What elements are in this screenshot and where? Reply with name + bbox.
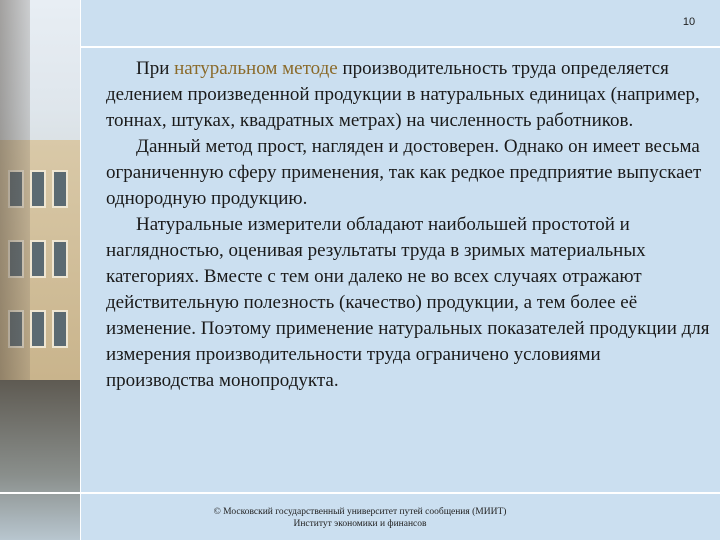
window bbox=[30, 310, 46, 348]
top-divider bbox=[80, 46, 720, 48]
vertical-divider bbox=[80, 0, 81, 540]
footer-copyright: © Московский государственный университет путей сообщения (МИИТ) bbox=[213, 507, 507, 517]
window bbox=[52, 240, 68, 278]
footer bbox=[190, 506, 530, 530]
footer-institute: Институт экономики и финансов bbox=[293, 519, 427, 529]
paragraph-2: Данный метод прост, нагляден и достоверен. Однако он имеет весьма ограниченную сферу применения, так как редкое предприятие выпускает однородную продукцию. bbox=[106, 136, 702, 209]
page-number: 10 bbox=[682, 16, 696, 28]
window bbox=[30, 170, 46, 208]
tree-branches bbox=[0, 0, 30, 400]
paragraph-1-start: При bbox=[136, 58, 175, 79]
paragraph-1 bbox=[106, 56, 710, 134]
slide-body-text bbox=[106, 56, 710, 394]
window bbox=[52, 170, 68, 208]
window bbox=[30, 240, 46, 278]
bottom-divider bbox=[0, 492, 720, 494]
paragraph-1-rest: производительность труда определяется делением произведенной продукции в натуральных единицах (например, тоннах, штуках, квадратных метрах) на численность работников. bbox=[106, 58, 700, 131]
street-ground bbox=[0, 380, 80, 540]
window bbox=[52, 310, 68, 348]
paragraph-3: Натуральные измерители обладают наибольшей простотой и наглядностью, оценивая результаты труда в зримых материальных категориях. Вместе с тем они далеко не во всех случаях отражают действительную полезность (качество) продукции, а тем более её изменение. Поэтому применение натуральных показателей продукции для измерения производительности труда ограничено условиями производства монопродукта. bbox=[106, 214, 710, 391]
highlighted-term: натуральном методе bbox=[174, 58, 338, 79]
building-photo bbox=[0, 0, 80, 540]
